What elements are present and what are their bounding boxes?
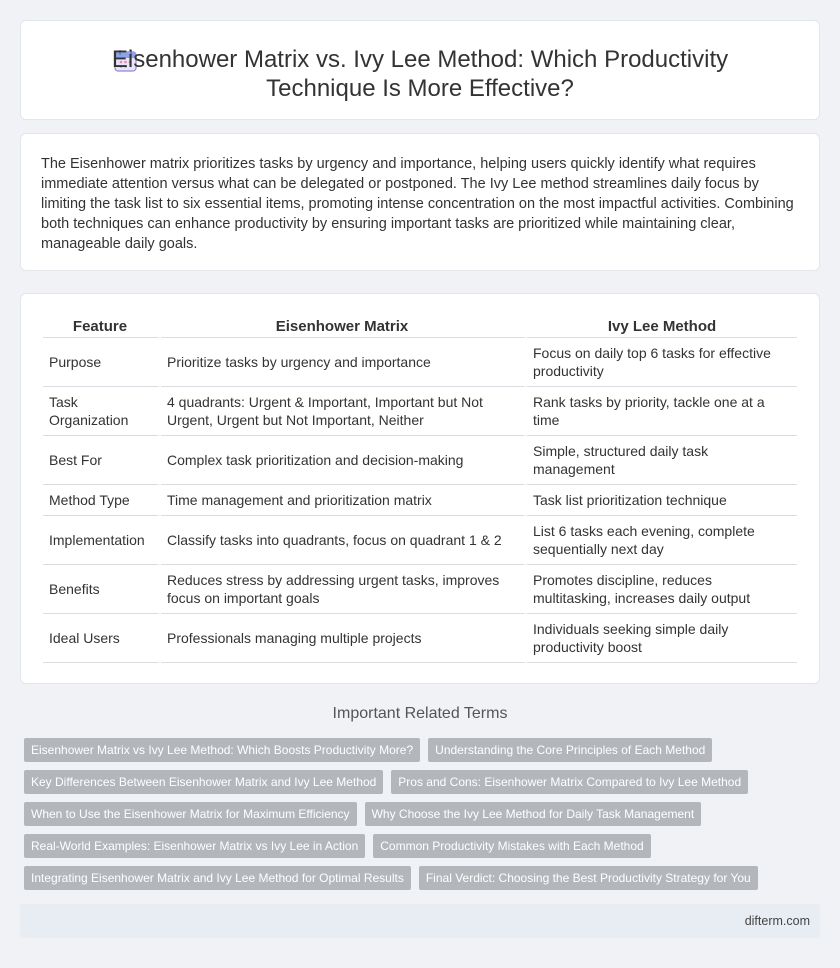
table-row [43,485,797,516]
table-cell-eisenhower: Reduces stress by addressing urgent tasks, improves focus on important goals [161,565,527,614]
related-term-tag[interactable]: Why Choose the Ivy Lee Method for Daily Task Management [365,802,702,826]
table-cell-eisenhower: Complex task prioritization and decision-making [161,436,527,485]
related-term-tag[interactable]: Final Verdict: Choosing the Best Productivity Strategy for You [419,866,758,890]
table-row [43,516,797,565]
related-term-tag[interactable]: Common Productivity Mistakes with Each Method [373,834,650,858]
table-cell-eisenhower: Time management and prioritization matrix [161,485,527,516]
tag-row [24,770,804,794]
related-term-tag[interactable]: Eisenhower Matrix vs Ivy Lee Method: Which Boosts Productivity More? [24,738,420,762]
related-term-tag[interactable]: Understanding the Core Principles of Each Method [428,738,712,762]
table-cell-feature: Purpose [43,338,161,387]
comparison-table [43,314,797,663]
summary-card [20,133,820,271]
table-cell-eisenhower: Prioritize tasks by urgency and importance [161,338,527,387]
table-cell-feature: Task Organization [43,387,161,436]
header-ivy-lee: Ivy Lee Method [527,314,797,338]
related-term-tag[interactable]: When to Use the Eisenhower Matrix for Maximum Efficiency [24,802,357,826]
table-cell-ivy-lee: Simple, structured daily task management [527,436,797,485]
page-title [21,45,819,103]
table-cell-eisenhower: Professionals managing multiple projects [161,614,527,663]
tag-row [24,834,804,858]
table-row [43,614,797,663]
table-cell-ivy-lee: List 6 tasks each evening, complete sequentially next day [527,516,797,565]
table-cell-eisenhower: 4 quadrants: Urgent & Important, Important but Not Urgent, Urgent but Not Important, Neither [161,387,527,436]
footer-site-name[interactable]: difterm.com [744,914,810,928]
related-term-tag[interactable]: Integrating Eisenhower Matrix and Ivy Lee Method for Optimal Results [24,866,411,890]
table-row [43,436,797,485]
related-term-tag[interactable]: Real-World Examples: Eisenhower Matrix vs Ivy Lee in Action [24,834,365,858]
tag-row [24,802,804,826]
table-cell-feature: Implementation [43,516,161,565]
table-cell-ivy-lee: Focus on daily top 6 tasks for effective productivity [527,338,797,387]
tag-row [24,866,804,890]
table-cell-feature: Benefits [43,565,161,614]
header-eisenhower: Eisenhower Matrix [161,314,527,338]
tag-row [24,738,804,762]
table-row [43,565,797,614]
related-terms-title: Important Related Terms [332,705,508,722]
related-term-tag[interactable]: Key Differences Between Eisenhower Matrix and Ivy Lee Method [24,770,383,794]
header-card [20,20,820,120]
table-row [43,338,797,387]
summary-text: The Eisenhower matrix prioritizes tasks by urgency and importance, helping users quickly identify what requires immediate attention versus what can be delegated or postponed. The Ivy Lee method streamlines daily focus by limiting the task list to six essential items, promoting intense concentration on the most impactful activities. Combining both techniques can enhance productivity by ensuring important tasks are prioritized while maintaining clear, manageable daily goals. [41,156,794,252]
related-terms-list [24,738,804,898]
table-row [43,387,797,436]
footer-bar [20,904,820,938]
table-cell-ivy-lee: Rank tasks by priority, tackle one at a time [527,387,797,436]
table-cell-eisenhower: Classify tasks into quadrants, focus on quadrant 1 & 2 [161,516,527,565]
table-cell-ivy-lee: Individuals seeking simple daily productivity boost [527,614,797,663]
table-cell-feature: Ideal Users [43,614,161,663]
page-title-line-2: Technique Is More Effective? [266,75,574,102]
page-title-line-1: Eisenhower Matrix vs. Ivy Lee Method: Which Productivity [111,46,729,73]
table-cell-feature: Method Type [43,485,161,516]
header-feature: Feature [43,314,161,338]
table-header-row [43,314,797,338]
related-term-tag[interactable]: Pros and Cons: Eisenhower Matrix Compared to Ivy Lee Method [391,770,748,794]
table-cell-ivy-lee: Task list prioritization technique [527,485,797,516]
table-cell-feature: Best For [43,436,161,485]
table-cell-ivy-lee: Promotes discipline, reduces multitasking, increases daily output [527,565,797,614]
comparison-table-card [20,293,820,684]
